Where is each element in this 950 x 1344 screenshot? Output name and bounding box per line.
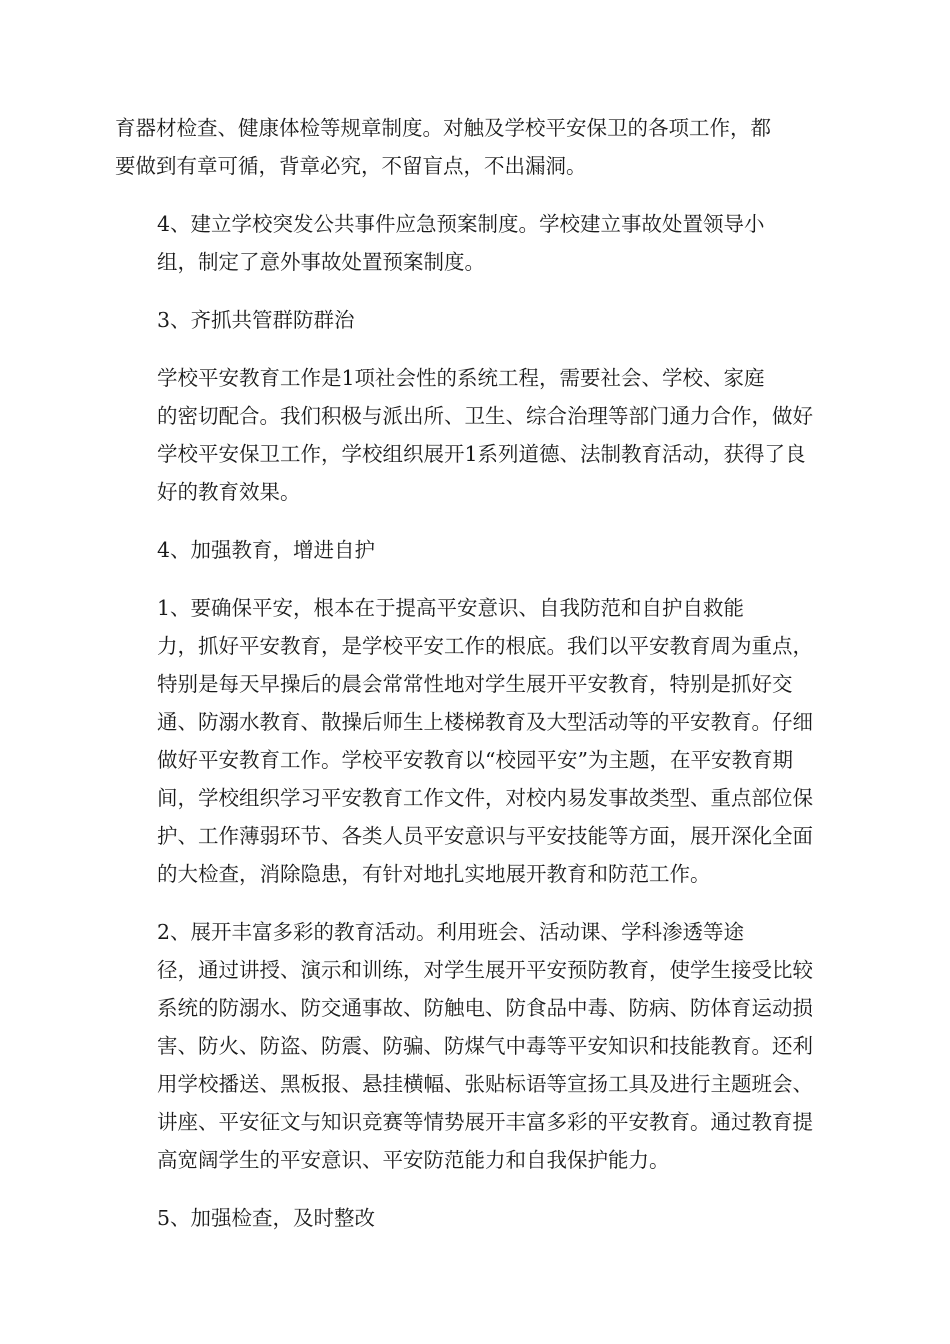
text-line: 的大检查，消除隐患，有针对地扎实地展开教育和防范工作。: [157, 862, 711, 886]
text-line: 用学校播送、黑板报、悬挂横幅、张贴标语等宣扬工具及进行主题班会、: [157, 1072, 813, 1096]
text-line: 讲座、平安征文与知识竞赛等情势展开丰富多彩的平安教育。通过教育提: [157, 1110, 813, 1134]
text-line: 高宽阔学生的平安意识、平安防范能力和自我保护能力。: [157, 1148, 670, 1172]
text-line: 组，制定了意外事故处置预案制度。: [157, 250, 485, 274]
text-line: 系统的防溺水、防交通事故、防触电、防食品中毒、防病、防体育运动损: [157, 996, 813, 1020]
text-line: 通、防溺水教育、散操后师生上楼梯教育及大型活动等的平安教育。仔细: [157, 710, 813, 734]
text-line: 径，通过讲授、演示和训练，对学生展开平安预防教育，使学生接受比较: [157, 958, 813, 982]
paragraph: [115, 589, 835, 893]
document-body: [115, 109, 835, 1257]
text-line: 护、工作薄弱环节、各类人员平安意识与平安技能等方面，展开深化全面: [157, 824, 813, 848]
text-line: 2、展开丰富多彩的教育活动。利用班会、活动课、学科渗透等途: [157, 920, 745, 944]
paragraph: [115, 531, 835, 569]
text-line: 学校平安教育工作是1项社会性的系统工程，需要社会、学校、家庭: [157, 366, 765, 390]
text-line: 4、建立学校突发公共事件应急预案制度。学校建立事故处置领导小: [157, 212, 765, 236]
paragraph: [115, 205, 835, 281]
text-line: 要做到有章可循，背章必究，不留盲点，不出漏洞。: [115, 154, 587, 178]
text-line: 间，学校组织学习平安教育工作文件，对校内易发事故类型、重点部位保: [157, 786, 813, 810]
text-line: 力，抓好平安教育，是学校平安工作的根底。我们以平安教育周为重点，: [157, 634, 813, 658]
text-line: 特别是每天早操后的晨会常常性地对学生展开平安教育，特别是抓好交: [157, 672, 793, 696]
text-line: 害、防火、防盗、防震、防骗、防煤气中毒等平安知识和技能教育。还利: [157, 1034, 813, 1058]
text-line: 5、加强检查，及时整改: [157, 1206, 376, 1230]
paragraph: [115, 1199, 835, 1237]
paragraph: [115, 913, 835, 1179]
text-line: 学校平安保卫工作，学校组织展开1系列道德、法制教育活动，获得了良: [157, 442, 806, 466]
paragraph: [115, 359, 835, 511]
text-line: 3、齐抓共管群防群治: [157, 308, 355, 332]
text-line: 1、要确保平安，根本在于提高平安意识、自我防范和自护自救能: [157, 596, 745, 620]
text-line: 做好平安教育工作。学校平安教育以“校园平安”为主题，在平安教育期: [157, 748, 793, 772]
text-line: 的密切配合。我们积极与派出所、卫生、综合治理等部门通力合作，做好: [157, 404, 813, 428]
text-line: 好的教育效果。: [157, 480, 301, 504]
paragraph: [115, 109, 835, 185]
text-line: 育器材检查、健康体检等规章制度。对触及学校平安保卫的各项工作，都: [115, 116, 771, 140]
text-line: 4、加强教育，增进自护: [157, 538, 376, 562]
paragraph: [115, 301, 835, 339]
